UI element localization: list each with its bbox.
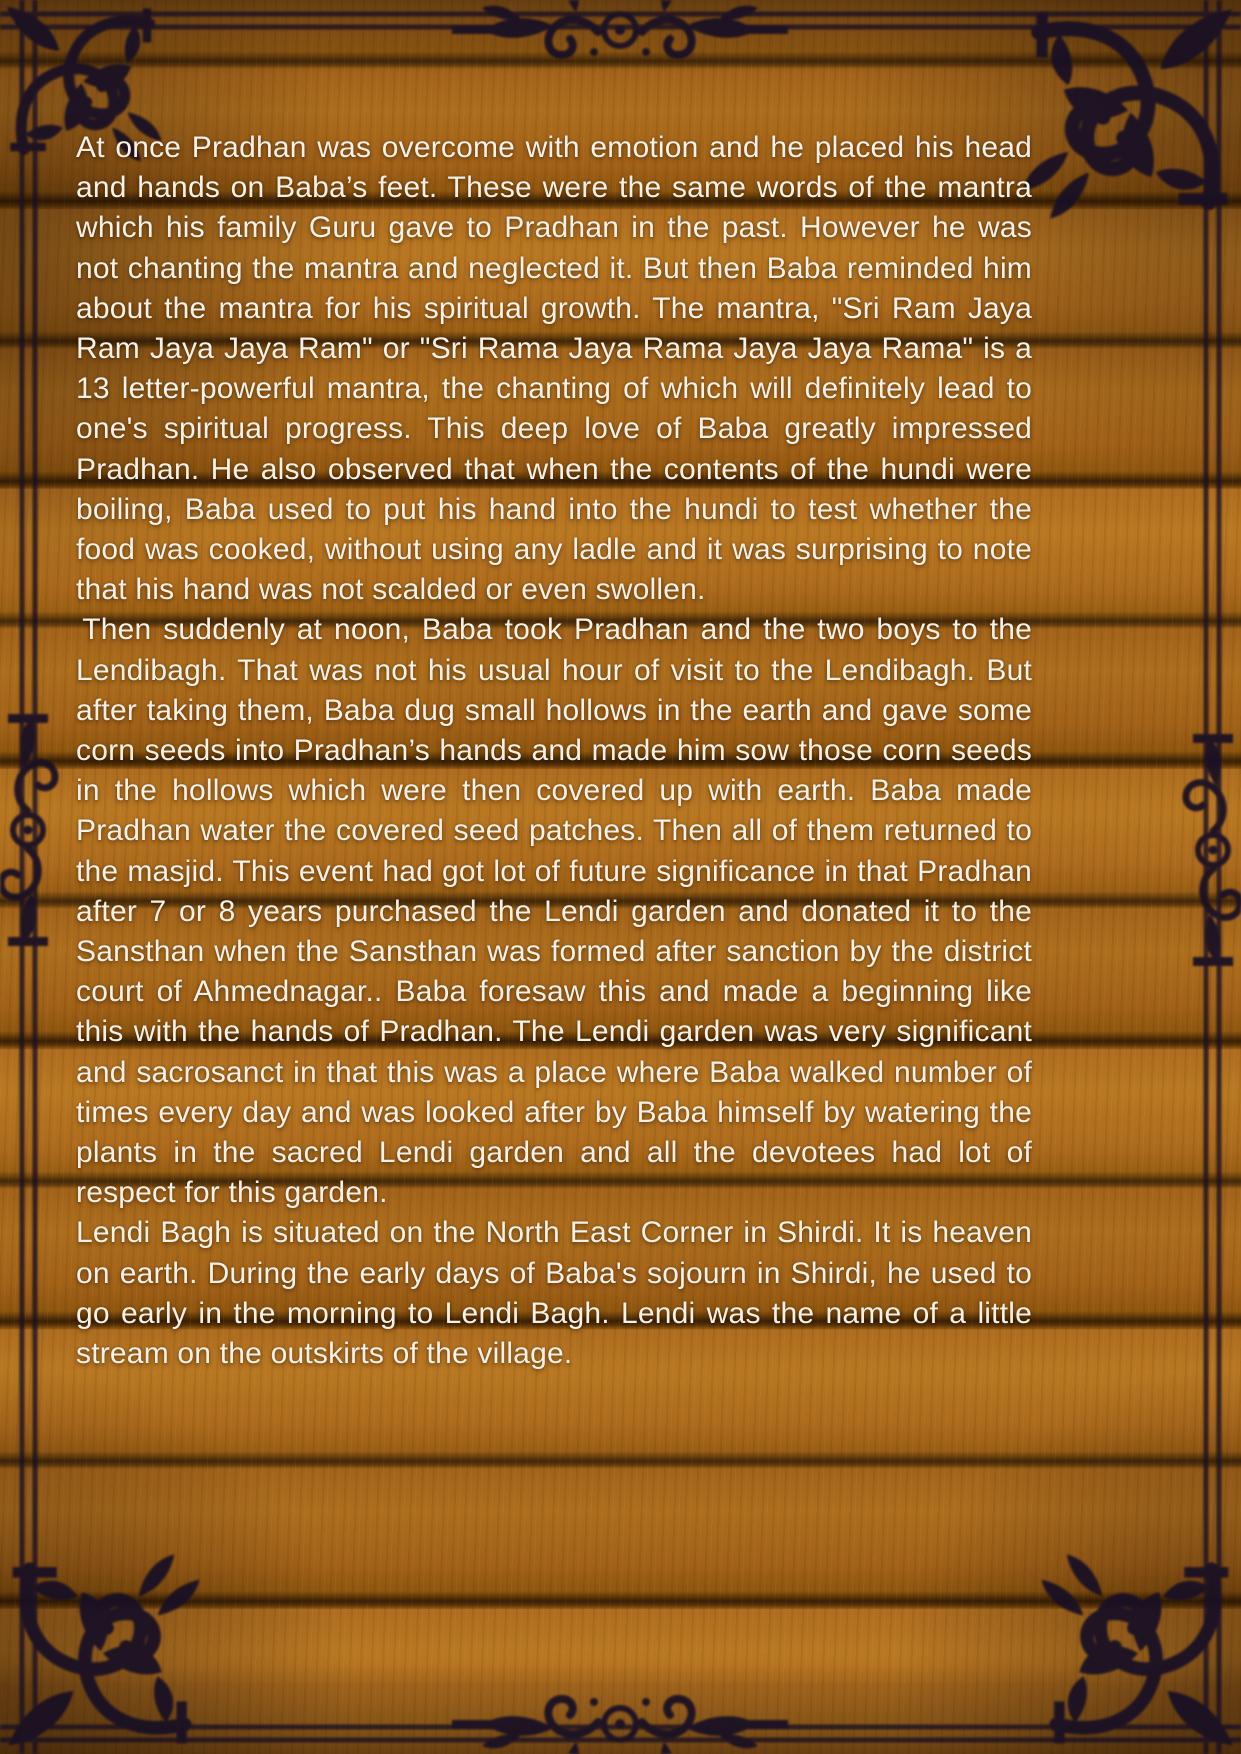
corner-flourish-top-right — [1023, 9, 1232, 218]
story-paragraph-2: Then suddenly at noon, Baba took Pradhan and the two boys to the Lendibagh. That was not his usual hour of visit to the Lendibagh. But after taking them, Baba dug small hollows in the earth and gave some corn seeds into Pradhan’s hands and made him sow those corn seeds in the hollows which were then covered up with earth. Baba made Pradhan water the covered seed patches. Then all of them returned to the masjid. This event had got lot of future significance in that Pradhan after 7 or 8 years purchased the Lendi garden and donated it to the Sansthan when the Sansthan was formed after sanction by the district court of Ahmednagar.. Baba foresaw this and made a beginning like this with the hands of Pradhan. The Lendi garden was very significant and sacrosanct in that this was a place where Baba walked number of times every day and was looked after by Baba himself by watering the plants in the sacred Lendi garden and all the devotees had lot of respect for this garden. — [76, 613, 1032, 1210]
story-paragraph-1: At once Pradhan was overcome with emotion and he placed his head and hands on Baba’s feet. These were the same words of the mantra which his family Guru gave to Pradhan in the past. However he was not chanting the mantra and neglected it. But then Baba reminded him about the mantra for his spiritual growth. The mantra, "Sri Ram Jaya Ram Jaya Jaya Ram" or "Sri Rama Jaya Rama Jaya Jaya Rama" is a 13 letter-powerful mantra, the chanting of which will definitely lead to one's spiritual progress. This deep love of Baba greatly impressed Pradhan. He also observed that when the contents of the hundi were boiling, Baba used to put his hand into the hundi to test whether the food was cooked, without using any ladle and it was surprising to note that his hand was not scalded or even swollen. — [76, 131, 1032, 607]
bottom-center-medallion — [452, 1698, 788, 1754]
story-paragraph-3: Lendi Bagh is situated on the North East Corner in Shirdi. It is heaven on earth. During the early days of Baba's sojourn in Shirdi, he used to go early in the morning to Lendi Bagh. Lendi was the name of a little stream on the outskirts of the village. — [76, 1216, 1032, 1371]
left-edge-medallion — [1, 714, 55, 946]
story-text — [76, 128, 1032, 1374]
top-center-medallion — [452, 0, 788, 56]
right-edge-medallion — [1186, 734, 1240, 966]
